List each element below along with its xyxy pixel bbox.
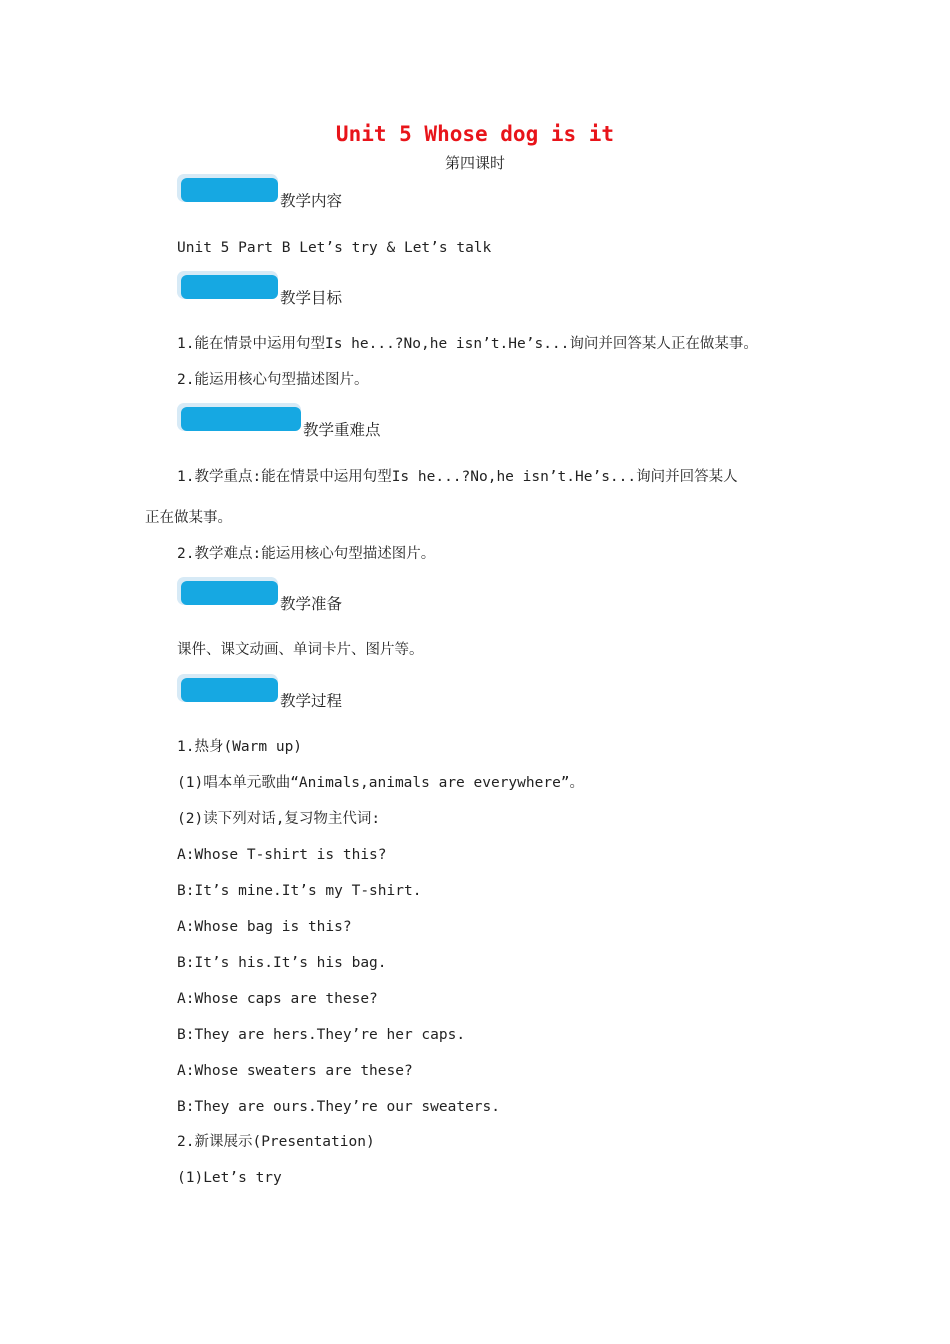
key-point-item-continued: 正在做某事。 (145, 510, 232, 526)
dialogue-line: B:It’s his.It’s his bag. (177, 955, 387, 971)
page-title: Unit 5 Whose dog is it (335, 122, 615, 146)
dialogue-line: A:Whose T-shirt is this? (177, 847, 387, 863)
process-line: (1)Let’s try (177, 1170, 282, 1186)
content-text: Unit 5 Part B Let’s try & Let’s talk (177, 240, 492, 256)
dialogue-line: B:They are hers.They’re her caps. (177, 1027, 466, 1043)
section-banner-process (177, 674, 278, 702)
section-banner-prep (177, 577, 278, 605)
goal-item: 1.能在情景中运用句型Is he...?No,he isn’t.He’s...询问并回答某人正在做某事。 (177, 336, 758, 352)
dialogue-line: B:They are ours.They’re our sweaters. (177, 1099, 501, 1115)
dialogue-line: A:Whose caps are these? (177, 991, 378, 1007)
dialogue-line: A:Whose sweaters are these? (177, 1063, 413, 1079)
section-heading-prep: 教学准备 (280, 595, 343, 613)
section-heading-content: 教学内容 (280, 192, 343, 210)
dialogue-line: A:Whose bag is this? (177, 919, 352, 935)
section-heading-key-points: 教学重难点 (303, 421, 381, 439)
prep-text: 课件、课文动画、单词卡片、图片等。 (177, 642, 424, 658)
process-line: (1)唱本单元歌曲“Animals,animals are everywhere”。 (177, 775, 585, 791)
section-heading-process: 教学过程 (280, 692, 343, 710)
section-heading-goals: 教学目标 (280, 289, 343, 307)
process-line: 2.新课展示(Presentation) (177, 1134, 375, 1150)
process-line: (2)读下列对话,复习物主代词: (177, 811, 381, 827)
key-point-item: 1.教学重点:能在情景中运用句型Is he...?No,he isn’t.He’s...询问并回答某人 (177, 469, 738, 485)
key-point-item: 2.教学难点:能运用核心句型描述图片。 (177, 546, 436, 562)
section-banner-goals (177, 271, 278, 299)
section-banner-key-points (177, 403, 301, 431)
page-subtitle: 第四课时 (444, 154, 505, 172)
section-banner-content (177, 174, 278, 202)
process-line: 1.热身(Warm up) (177, 739, 303, 755)
dialogue-line: B:It’s mine.It’s my T-shirt. (177, 883, 422, 899)
goal-item: 2.能运用核心句型描述图片。 (177, 372, 369, 388)
